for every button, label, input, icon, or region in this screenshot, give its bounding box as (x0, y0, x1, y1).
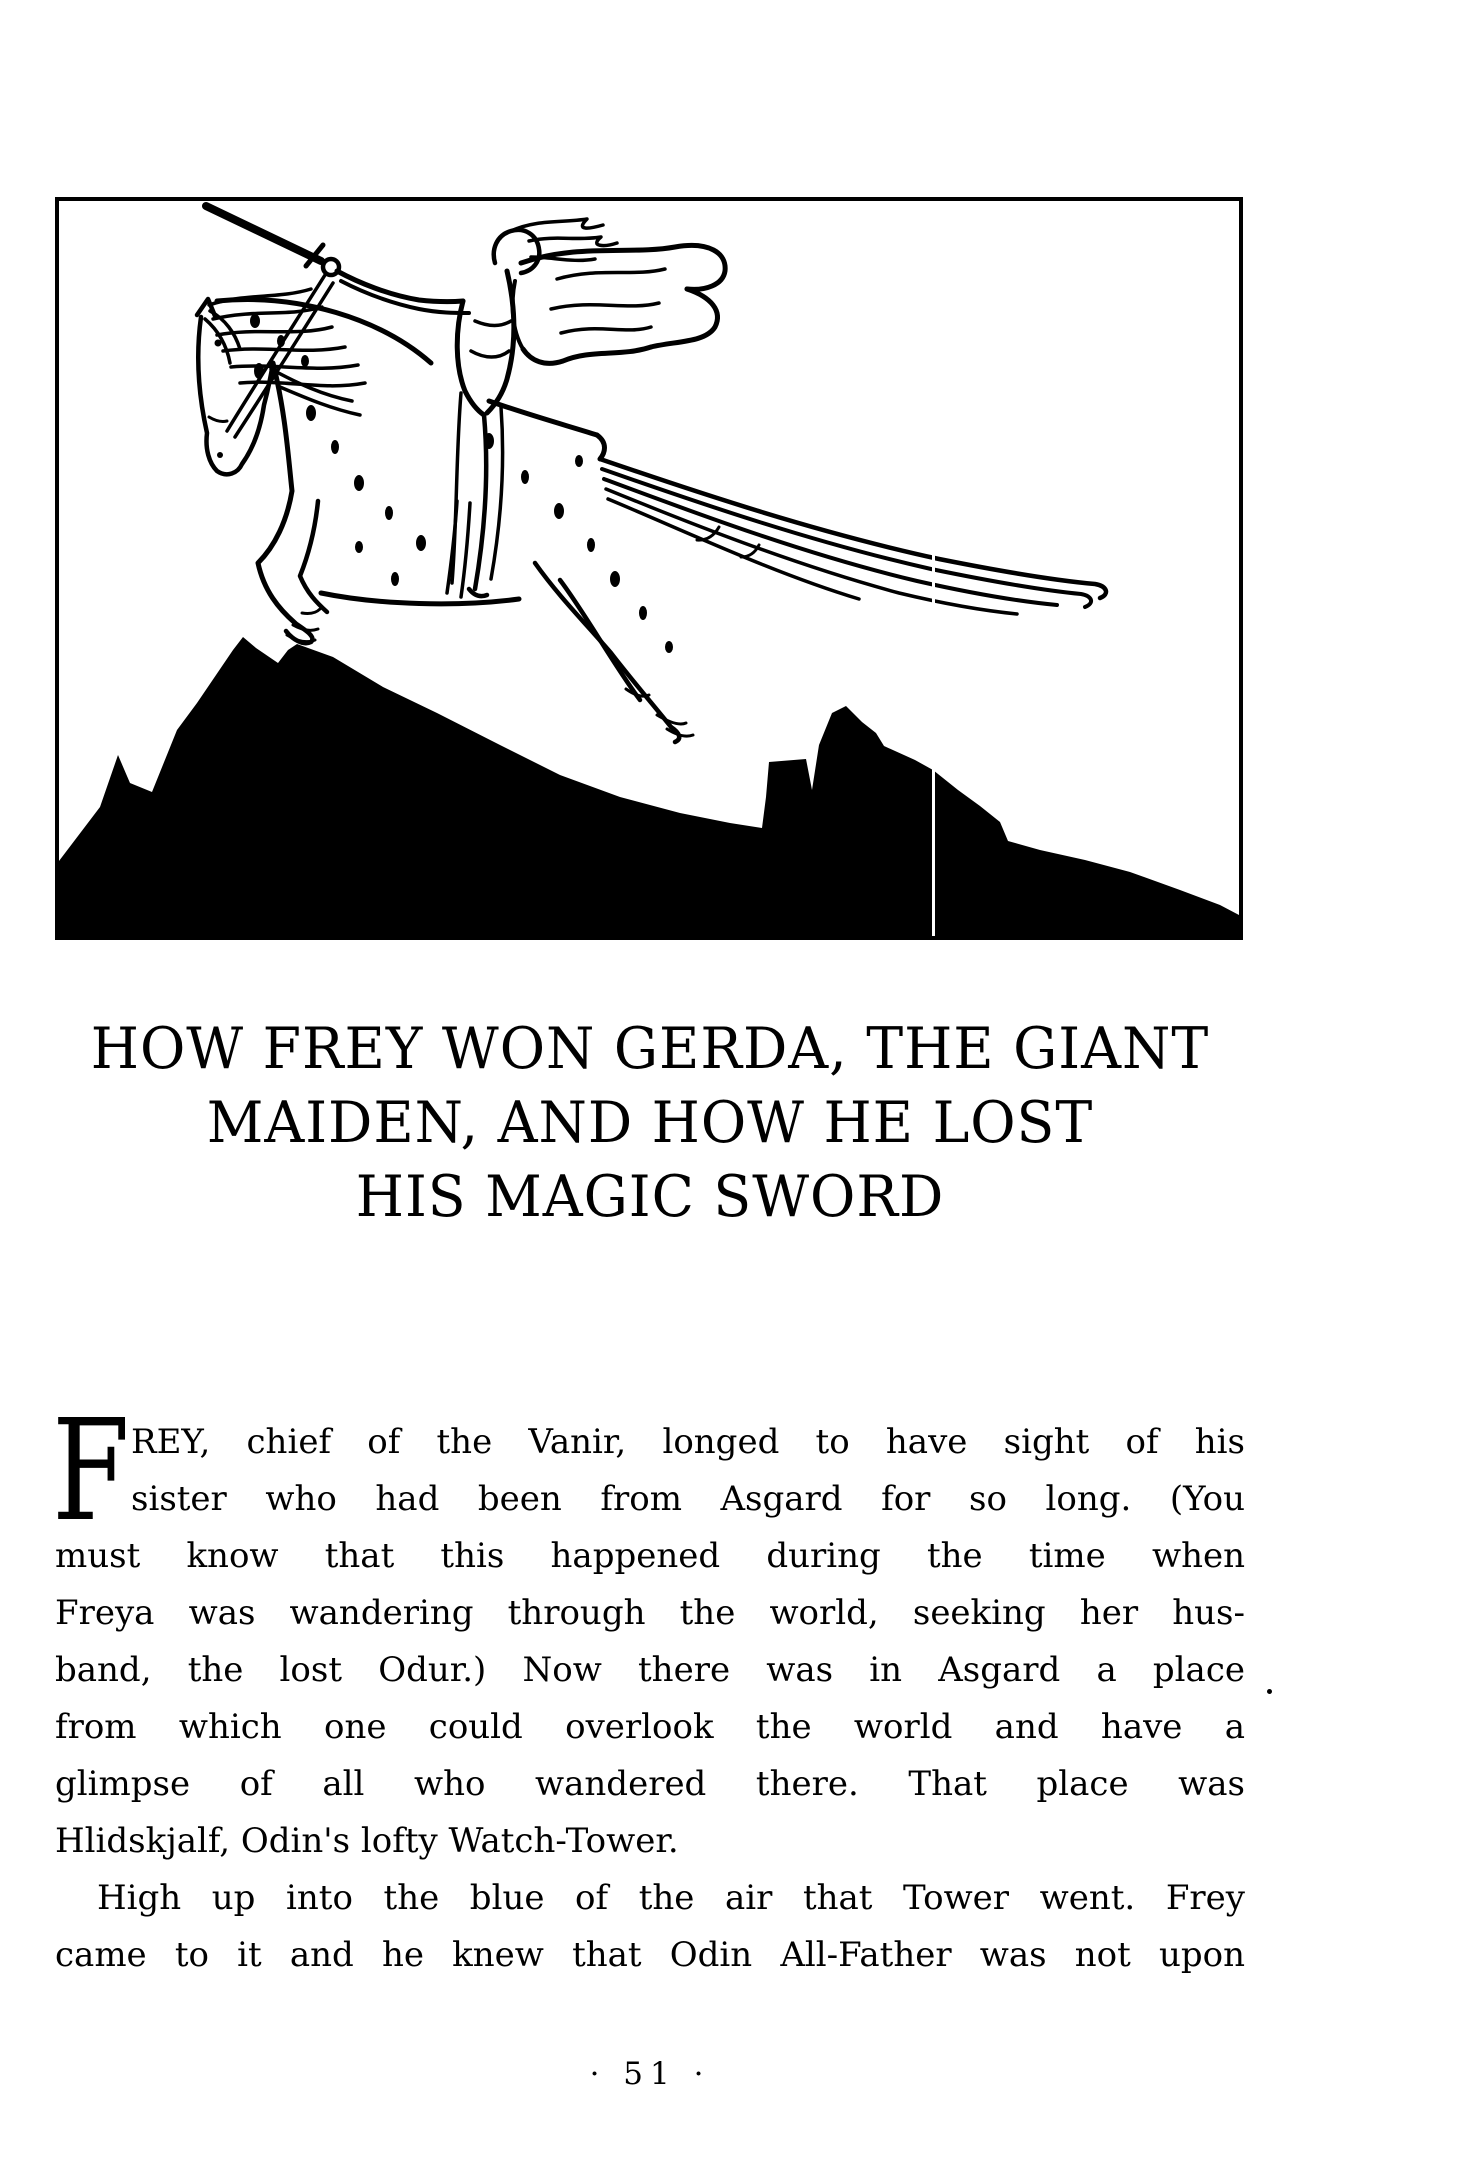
paragraph-2 (55, 1870, 1245, 1984)
paragraph-1 (52, 1390, 1245, 1870)
chapter-title (55, 1012, 1245, 1234)
body-line: Hlidskjalf, Odin's lofty Watch-Tower. (55, 1821, 679, 1861)
scan-white-line-artifact (932, 555, 935, 936)
body-line: must know that this happened during the time when (55, 1536, 1245, 1576)
chapter-title-line-2: MAIDEN, AND HOW HE LOST (206, 1090, 1094, 1156)
body-line: Freya was wandering through the world, seeking her hus- (55, 1593, 1245, 1633)
illustration-frame (55, 197, 1243, 940)
chapter-title-line-3: HIS MAGIC SWORD (355, 1164, 945, 1230)
body-line: from which one could overlook the world and have a (55, 1707, 1245, 1747)
body-line: glimpse of all who wandered there. That place was (55, 1764, 1245, 1804)
body-line: sister who had been from Asgard for so long. (You (131, 1479, 1245, 1519)
body-text (52, 1390, 1245, 1984)
body-line: High up into the blue of the air that Tower went. Frey (97, 1878, 1245, 1918)
chapter-title-line-1: HOW FREY WON GERDA, THE GIANT (90, 1016, 1210, 1082)
drop-cap: F (52, 1390, 130, 1553)
margin-dot-artifact (1267, 1689, 1272, 1694)
sword-and-rider (206, 206, 725, 597)
body-line: band, the lost Odur.) Now there was in Asgard a place (55, 1650, 1245, 1690)
body-line: came to it and he knew that Odin All-Father was not upon (55, 1935, 1245, 1975)
page-number: · 51 · (589, 2056, 711, 2092)
mountain-silhouette (59, 637, 1239, 936)
body-line: REY, chief of the Vanir, longed to have sight of his (131, 1422, 1245, 1462)
horse-rider-drawing (59, 201, 1239, 936)
